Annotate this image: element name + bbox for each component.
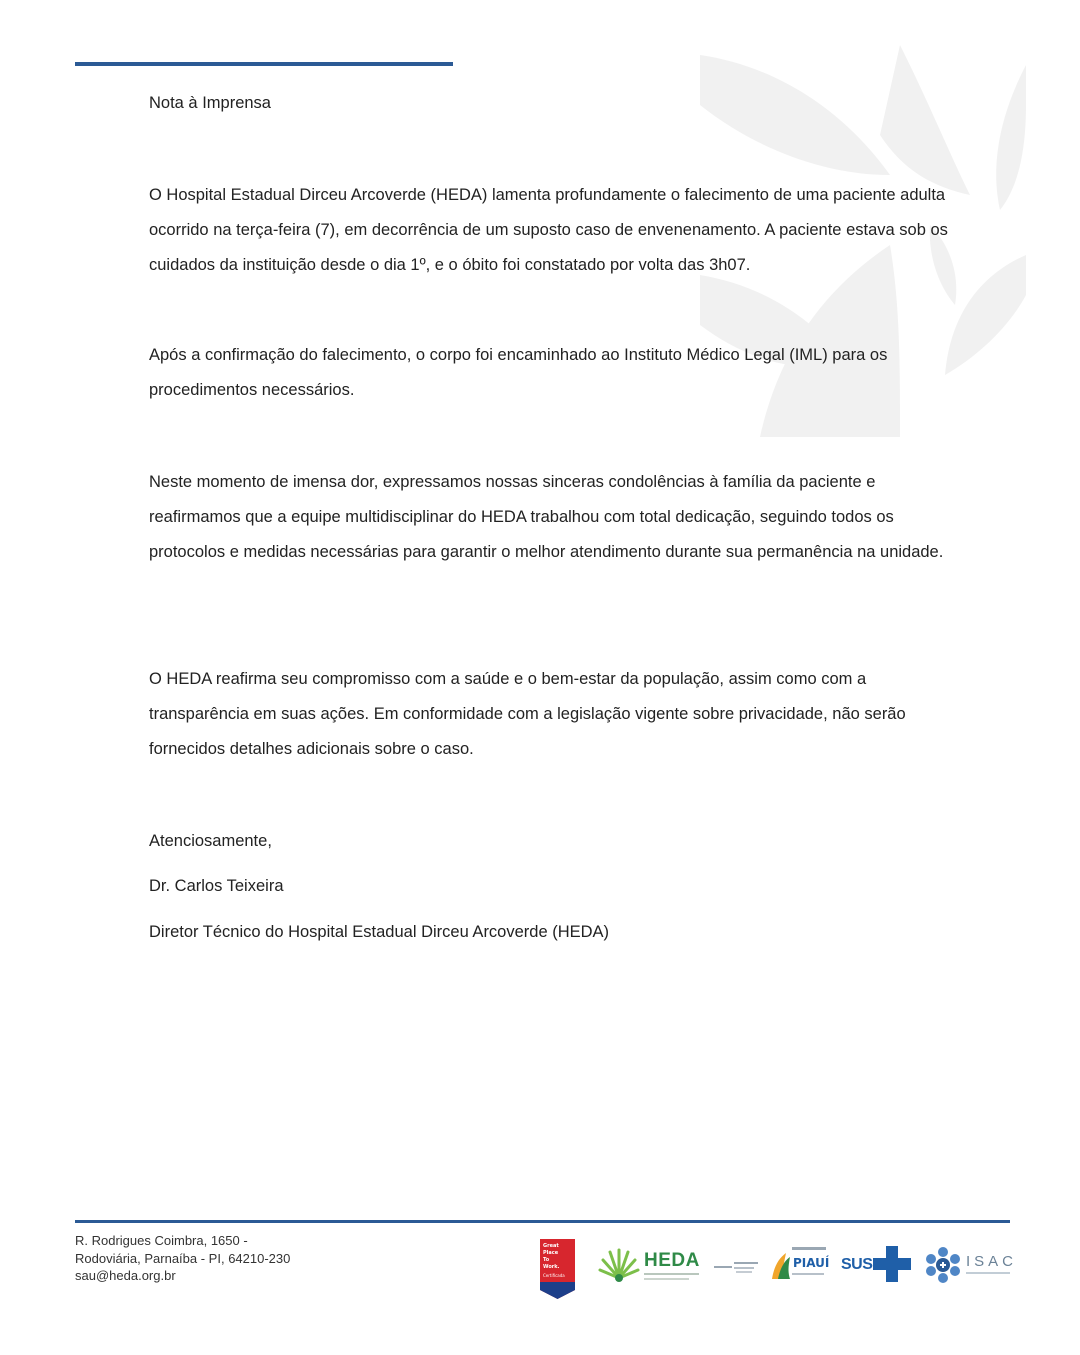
isac-wordmark: ISAC (966, 1253, 1018, 1270)
isac-tagline (966, 1272, 1010, 1274)
heda-tagline-2 (644, 1278, 689, 1280)
header-rule (75, 62, 453, 66)
heda-wordmark: HEDA (644, 1250, 700, 1271)
sus-wordmark: SUS (841, 1256, 873, 1273)
isac-logo (924, 1245, 1018, 1285)
piaui-state-logo (768, 1245, 830, 1283)
gptw-word-4: Work. (543, 1264, 560, 1270)
signer-name: Dr. Carlos Teixeira (149, 877, 284, 895)
gptw-certified: Certificada (543, 1273, 565, 1278)
piaui-wordmark: PIAUÍ (793, 1256, 830, 1270)
gptw-word-1: Great (543, 1243, 559, 1249)
paragraph-1: O Hospital Estadual Dirceu Arcoverde (HEDA) lamenta profundamente o falecimento de uma paciente adulta ocorrido na terça-feira (7), em decorrência de um suposto caso de envenenamento. A paciente estava sob os cuidados da instituição desde o dia 1º, e o óbito foi constatado por volta das 3h07. (149, 186, 948, 274)
address-line-street: R. Rodrigues Coimbra, 1650 - (75, 1233, 248, 1248)
address-line-city: Rodoviária, Parnaíba - PI, 64210-230 (75, 1250, 291, 1266)
great-place-to-work-logo (539, 1238, 576, 1300)
closing-salutation: Atenciosamente, (149, 832, 272, 850)
government-seal-logo (714, 1258, 760, 1276)
gptw-word-3: To (543, 1257, 550, 1263)
cross-icon (873, 1246, 911, 1282)
signer-title: Diretor Técnico do Hospital Estadual Dirceu Arcoverde (HEDA) (149, 923, 610, 941)
footer-address (75, 1232, 290, 1285)
isac-emblem-icon (924, 1245, 962, 1285)
gptw-word-2: Place (543, 1250, 559, 1256)
heda-tagline (644, 1273, 699, 1275)
heda-logo (596, 1248, 706, 1284)
paragraph-4: O HEDA reafirma seu compromisso com a saúde e o bem-estar da população, assim como com a transparência em suas ações. Em conformidade com a legislação vigente sobre privacidade, não serão fornecidos detalhes adicionais sobre o caso. (149, 670, 906, 758)
sus-logo (841, 1246, 913, 1282)
sunburst-icon (596, 1248, 642, 1282)
address-line-email[interactable]: sau@heda.org.br (75, 1268, 176, 1283)
paragraph-2: Após a confirmação do falecimento, o corpo foi encaminhado ao Instituto Médico Legal (IML) para os procedimentos necessários. (149, 346, 888, 399)
document-heading: Nota à Imprensa (149, 94, 271, 112)
footer-rule (75, 1220, 1010, 1223)
paragraph-3: Neste momento de imensa dor, expressamos nossas sinceras condolências à família da paciente e reafirmamos que a equipe multidisciplinar do HEDA trabalhou com total dedicação, seguindo todos os protocolos e medidas necessárias para garantir o melhor atendimento durante sua permanência na unidade. (149, 473, 944, 561)
